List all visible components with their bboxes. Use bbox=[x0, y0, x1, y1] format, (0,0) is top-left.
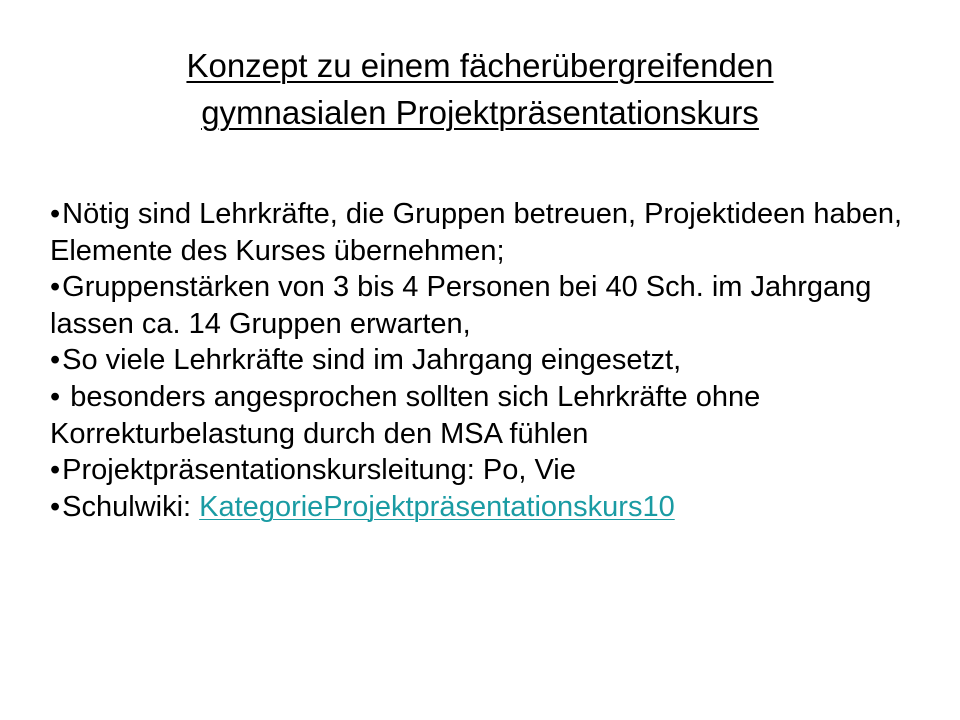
bullet-marker: • bbox=[50, 198, 61, 230]
bullet-item-wiki bbox=[50, 489, 920, 526]
wiki-label: Schulwiki: bbox=[62, 490, 200, 523]
bullet-text: Projektpräsentationskursleitung: Po, Vie bbox=[62, 454, 576, 487]
bullet-marker: • bbox=[50, 344, 61, 377]
bullet-marker: • bbox=[50, 380, 61, 413]
bullet-text: So viele Lehrkräfte sind im Jahrgang eingesetzt, bbox=[62, 344, 682, 377]
bullet-item bbox=[50, 452, 920, 489]
wiki-category-link[interactable]: KategorieProjektpräsentationskurs10 bbox=[199, 490, 675, 523]
bullet-text: Nötig sind Lehrkräfte, die Gruppen betreuen, Projektideen haben, Elemente des Kurses übernehmen; bbox=[50, 198, 903, 267]
title-line-1: Konzept zu einem fächerübergreifenden bbox=[186, 47, 774, 84]
slide-title bbox=[0, 42, 960, 136]
bullet-item bbox=[50, 342, 920, 379]
bullet-item bbox=[50, 379, 920, 452]
bullet-list bbox=[50, 196, 920, 525]
bullet-item bbox=[50, 269, 920, 342]
bullet-marker: • bbox=[50, 271, 61, 304]
bullet-text: Gruppenstärken von 3 bis 4 Personen bei 40 Sch. im Jahrgang lassen ca. 14 Gruppen erwarten, bbox=[50, 271, 872, 340]
bullet-marker: • bbox=[50, 490, 61, 523]
bullet-marker: • bbox=[50, 454, 61, 487]
bullet-item bbox=[50, 196, 920, 269]
title-line-2: gymnasialen Projektpräsentationskurs bbox=[201, 94, 759, 131]
bullet-text: besonders angesprochen sollten sich Lehrkräfte ohne Korrekturbelastung durch den MSA fühlen bbox=[50, 380, 761, 450]
